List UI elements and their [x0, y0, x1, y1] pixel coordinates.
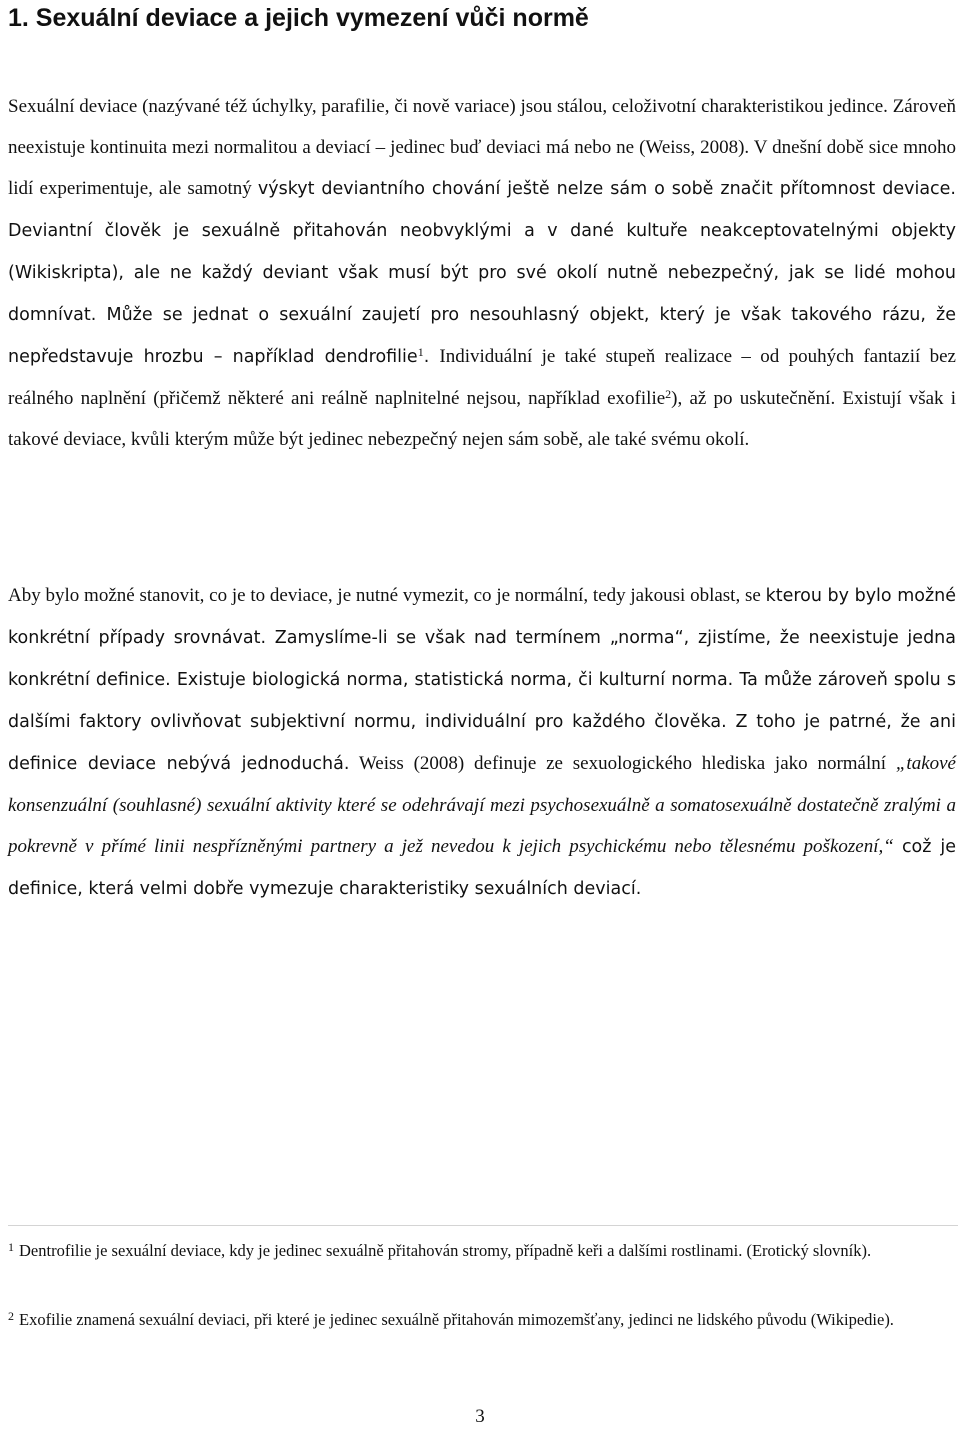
paragraph-1-part-1: Sexuální deviace (nazývané též úchylky, parafilie, či nově variace) jsou stálou, celoživotní charakteristikou jedince. Zároveň neexistuje kontinuita mezi normalitou a deviací – jedinec buď deviaci má nebo ne (Weiss, 2008). V dnešní době sice mnoho lidí experimentuje, ale samotný — [8, 96, 956, 199]
footnote-2 — [8, 1302, 956, 1337]
footnote-2-marker: 2 — [8, 1309, 14, 1323]
footnote-1 — [8, 1233, 956, 1268]
paragraph-2-part-4 — [894, 836, 902, 857]
paragraph-2-part-3: Weiss (2008) definuje ze sexuologického hlediska jako normální — [349, 753, 896, 774]
chapter-heading: 1. Sexuální deviace a jejich vymezení vůči normě — [8, 4, 589, 32]
footnote-ref-1: 1 — [417, 345, 424, 359]
paragraph-1-part-4: Individuální je také stupeň realizace – od pouhých fantazií bez reálného naplnění (přičemž některé ani reálně naplnitelné nejsou, například exofilie — [8, 346, 956, 409]
footnote-ref-2: 2 — [665, 387, 672, 401]
paragraph-2 — [8, 575, 956, 910]
paragraph-2-part-2: kterou by bylo možné konkrétní případy srovnávat. Zamyslíme-li se však nad termínem „norma“, zjistíme, že neexistuje jedna konkrétní definice. Existuje biologická norma, statistická norma, či kulturní norma. Ta může zároveň spolu s dalšími faktory ovlivňovat subjektivní normu, individuální pro každého člověka. Z toho je patrné, že ani definice deviace nebývá jednoduchá. — [8, 586, 957, 774]
paragraph-1-part-3: . — [423, 347, 440, 367]
paragraph-1-part-5: ), až po uskutečnění. Existují však i takové deviace, kvůli kterým může být jedinec nebezpečný nejen sám sobě, ale také svému okolí. — [8, 388, 956, 450]
footnote-2-text: Exofilie znamená sexuální deviaci, při které je jedinec sexuálně přitahován mimozemšťany, jedinci ne lidského původu (Wikipedie). — [19, 1310, 894, 1329]
paragraph-2-part-5: což je definice, která velmi dobře vymezuje charakteristiky sexuálních deviací. — [8, 837, 957, 899]
footnote-separator — [8, 1225, 958, 1226]
footnote-1-text: Dentrofilie je sexuální deviace, kdy je jedinec sexuálně přitahován stromy, případně keři a dalšími rostlinami. (Erotický slovník). — [19, 1241, 872, 1260]
page-number: 3 — [475, 1406, 485, 1427]
normality-definition-quote: „takové konsenzuální (souhlasné) sexuální aktivity které se odehrávají mezi psychosexuálně a somatosexuálně dostatečně zralými a pokrevně v přímé linii nespřízněnými partnery a jež nevedou k jejich psychickému nebo tělesnému poškození,“ — [8, 753, 956, 857]
footnote-1-marker: 1 — [8, 1240, 14, 1254]
paragraph-1-part-2: výskyt deviantního chování ještě nelze sám o sobě značit přítomnost deviace. Deviantní člověk je sexuálně přitahován neobvyklými a v dané kultuře neakceptovatelnými objekty (Wikiskripta), ale ne každý deviant však musí být pro své okolí nutně nebezpečný, jak se lidé mohou domnívat. Může se jednat o sexuální zaujetí pro nesouhlasný objekt, který je však takového rázu, že nepředstavuje hrozbu – například dendrofilie — [8, 179, 956, 367]
paragraph-1 — [8, 86, 956, 460]
paragraph-2-part-1: Aby bylo možné stanovit, co je to deviace, je nutné vymezit, co je normální, tedy jakousi oblast, se — [8, 585, 766, 606]
